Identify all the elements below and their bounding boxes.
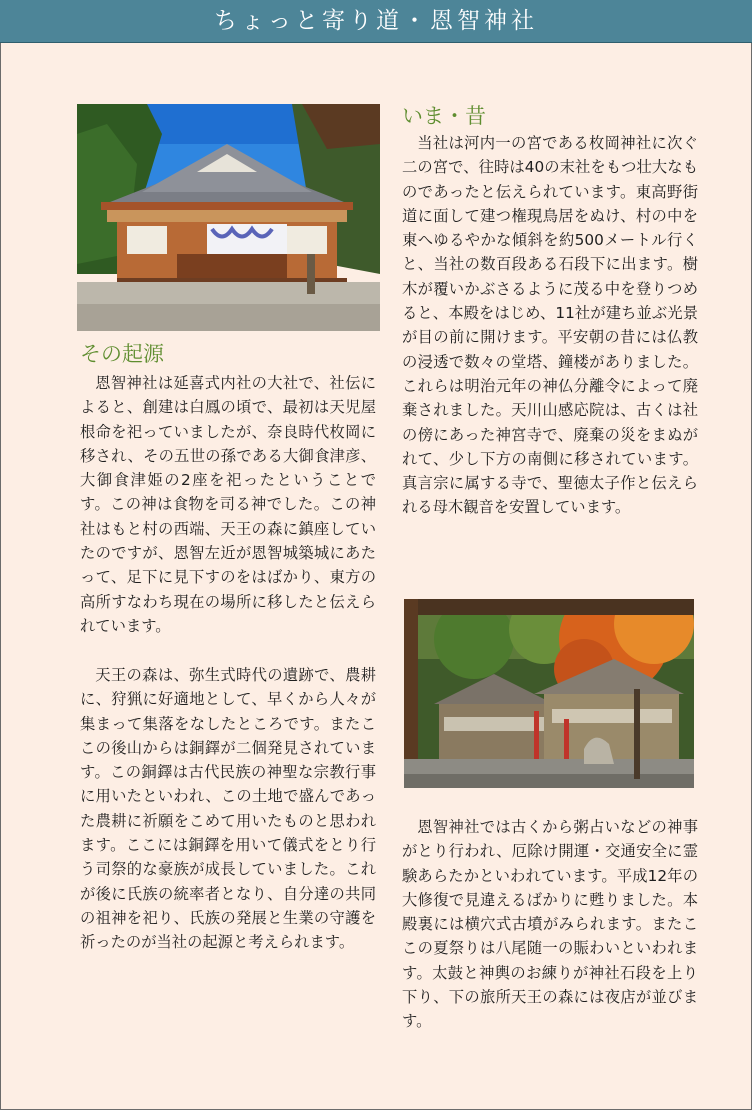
now-and-then-paragraph: 当社は河内一の宮である枚岡神社に次ぐ二の宮で、往時は40の末社をもつ壮大なものであったと伝えられています。東高野街道に面して建つ権現鳥居をぬけ、村の中を東へゆるやかな傾斜を約500メートル行くと、当社の数百段ある石段下に出ます。樹木が覆いかぶさるように茂る中を登りつめると、本殿をはじめ、11社が建ち並ぶ光景が目の前に開けます。平安朝の昔には仏教の浸透で数々の堂塔、鐘楼がありました。これらは明治元年の神仏分離令によって廃棄されました。天川山感応院は、古くは社の傍にあった神宮寺で、廃棄の災をまぬがれて、少し下方の南側に移されています。真言宗に属する寺で、聖徳太子作と伝えられる母木観音を安置しています。 [402,134,698,517]
festival-paragraph: 恩智神社では古くから粥占いなどの神事がとり行われ、厄除け開運・交通安全に霊験あらたかといわれています。平成12年の大修復で見違えるばかりに甦りました。本殿裏には横穴式古墳がみられます。またここの夏祭りは八尾随一の賑わいといわれます。太鼓と神輿のお練りが神社石段を上り下り、下の旅所天王の森には夜店が並びます。 [402,818,698,1031]
origin-heading [80,341,164,367]
page-title: ちょっと寄り道・恩智神社 [214,8,538,34]
autumn-shrine-photo [404,599,694,788]
origin-paragraph-1: 恩智神社は延喜式内社の大社で、社伝によると、創建は白鳳の頃で、最初は天児屋根命を祀っていましたが、奈良時代枚岡に移され、その五世の孫である大御食津彦、大御食津姫の2座を祀ったということです。この神は食物を司る神でした。この神社はもと村の西端、天王の森に鎮座していたのですが、恩智左近が恩智城築城にあたって、足下に見下すのをはばかり、東方の高所すなわち現在の場所に移したと伝えられています。 [80,374,376,635]
shrine-hall-photo [77,104,380,331]
now-and-then-heading [402,103,486,129]
origin-paragraph-2: 天王の森は、弥生式時代の遺跡で、農耕に、狩猟に好適地として、早くから人々が集まって集落をなしたところです。またここの後山からは銅鐸が二個発見されています。この銅鐸は古代民族の神聖な宗教行事に用いたといわれ、この土地で盛んであった農耕に祈願をこめて用いたものと思われます。ここには銅鐸を用いて儀式をとり行う司祭的な豪族が成長していました。これが後に氏族の統率者となり、自分達の共同の祖神を祀り、氏族の発展と生業の守護を祈ったのが当社の起源と考えられます。 [80,666,376,952]
origin-heading-text: その起源 [80,342,164,366]
page-title-banner [0,0,752,43]
now-and-then-heading-text: いま・昔 [402,104,486,128]
